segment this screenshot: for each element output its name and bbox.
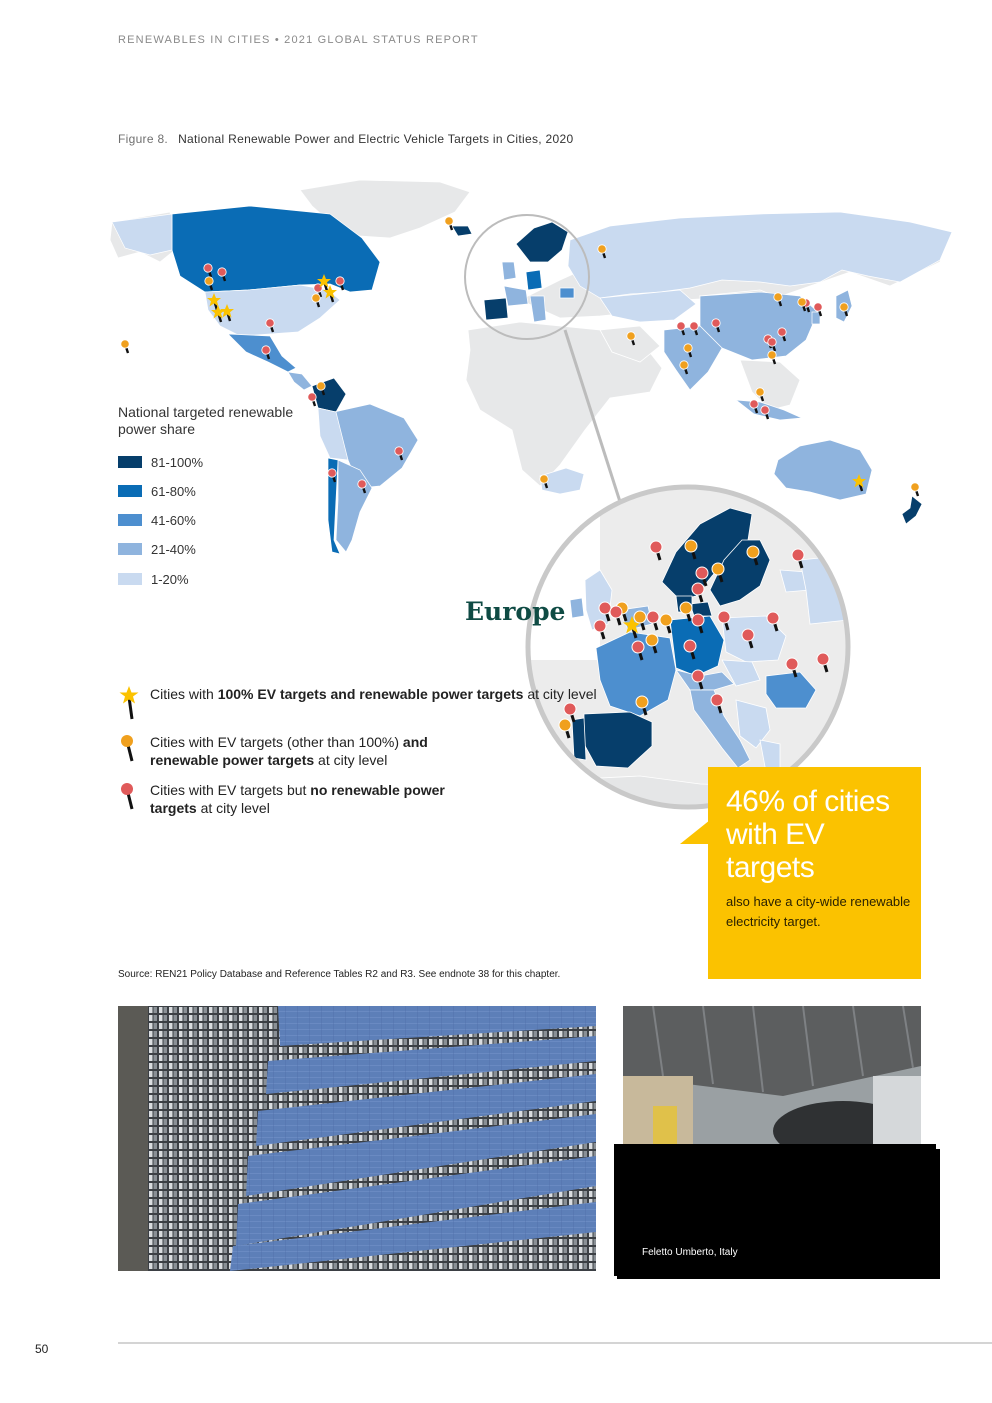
callout-pointer: [680, 820, 710, 846]
legend-item-81-100: [118, 455, 203, 469]
legend-swatch: [118, 485, 142, 497]
city-legend-text-bold: no renewable power targets: [150, 782, 445, 816]
photo-caption: Feletto Umberto, Italy: [642, 1247, 738, 1258]
legend-label: 1-20%: [151, 571, 189, 587]
running-header: RENEWABLES IN CITIES • 2021 GLOBAL STATUS REPORT: [118, 34, 479, 46]
city-legend-text-bold: and renewable power targets: [150, 734, 428, 768]
solar-carport-aerial-photo: [118, 1006, 596, 1271]
callout-body: also have a city-wide renewable electricity target.: [726, 894, 911, 929]
legend-item-1-20: [118, 572, 189, 586]
legend-label: 81-100%: [151, 454, 204, 470]
legend-item-41-60: [118, 513, 196, 527]
legend-item-61-80: [118, 484, 196, 498]
ev-charging-canopy-photo: [623, 1006, 921, 1146]
legend-swatch: [118, 456, 142, 468]
legend-label: 41-60%: [151, 512, 196, 528]
star-marker-icon: [118, 685, 142, 721]
city-legend-star: [118, 685, 597, 721]
city-legend-text-pre: Cities with: [150, 686, 218, 702]
page-number: 50: [35, 1342, 49, 1356]
figure-title: National Renewable Power and Electric Vehicle Targets in Cities, 2020: [178, 132, 574, 146]
city-legend-text-post: at city level: [523, 686, 597, 702]
city-legend-text-bold: 100% EV targets and renewable power targets: [217, 686, 524, 702]
source-note: Source: REN21 Policy Database and Reference Tables R2 and R3. See endnote 38 for this chapter.: [118, 969, 561, 980]
city-legend-text-pre: Cities with EV targets but: [150, 782, 311, 798]
callout-box: [708, 767, 921, 979]
legend-label: 61-80%: [151, 483, 196, 499]
legend-swatch: [118, 573, 142, 585]
legend-item-21-40: [118, 542, 196, 556]
legend-swatch: [118, 543, 142, 555]
europe-inset-label: Europe: [465, 597, 566, 626]
legend-title: National targeted renewable power share: [118, 404, 294, 437]
city-legend-red: [118, 781, 478, 817]
city-legend-text-pre: Cities with EV targets (other than 100%): [150, 734, 403, 750]
city-legend-orange: [118, 733, 448, 769]
orange-pin-icon: [118, 733, 142, 769]
figure-number: Figure 8.: [118, 132, 169, 146]
legend-swatch: [118, 514, 142, 526]
footer-rule: [118, 1342, 992, 1344]
red-pin-icon: [118, 781, 142, 817]
figure-caption: [118, 132, 573, 146]
legend-label: 21-40%: [151, 541, 196, 557]
city-legend-text-post: at city level: [196, 800, 270, 816]
callout-headline: 46% of cities with EV targets: [726, 785, 890, 884]
world-map: [0, 170, 992, 830]
city-legend-text-post: at city level: [314, 752, 388, 768]
